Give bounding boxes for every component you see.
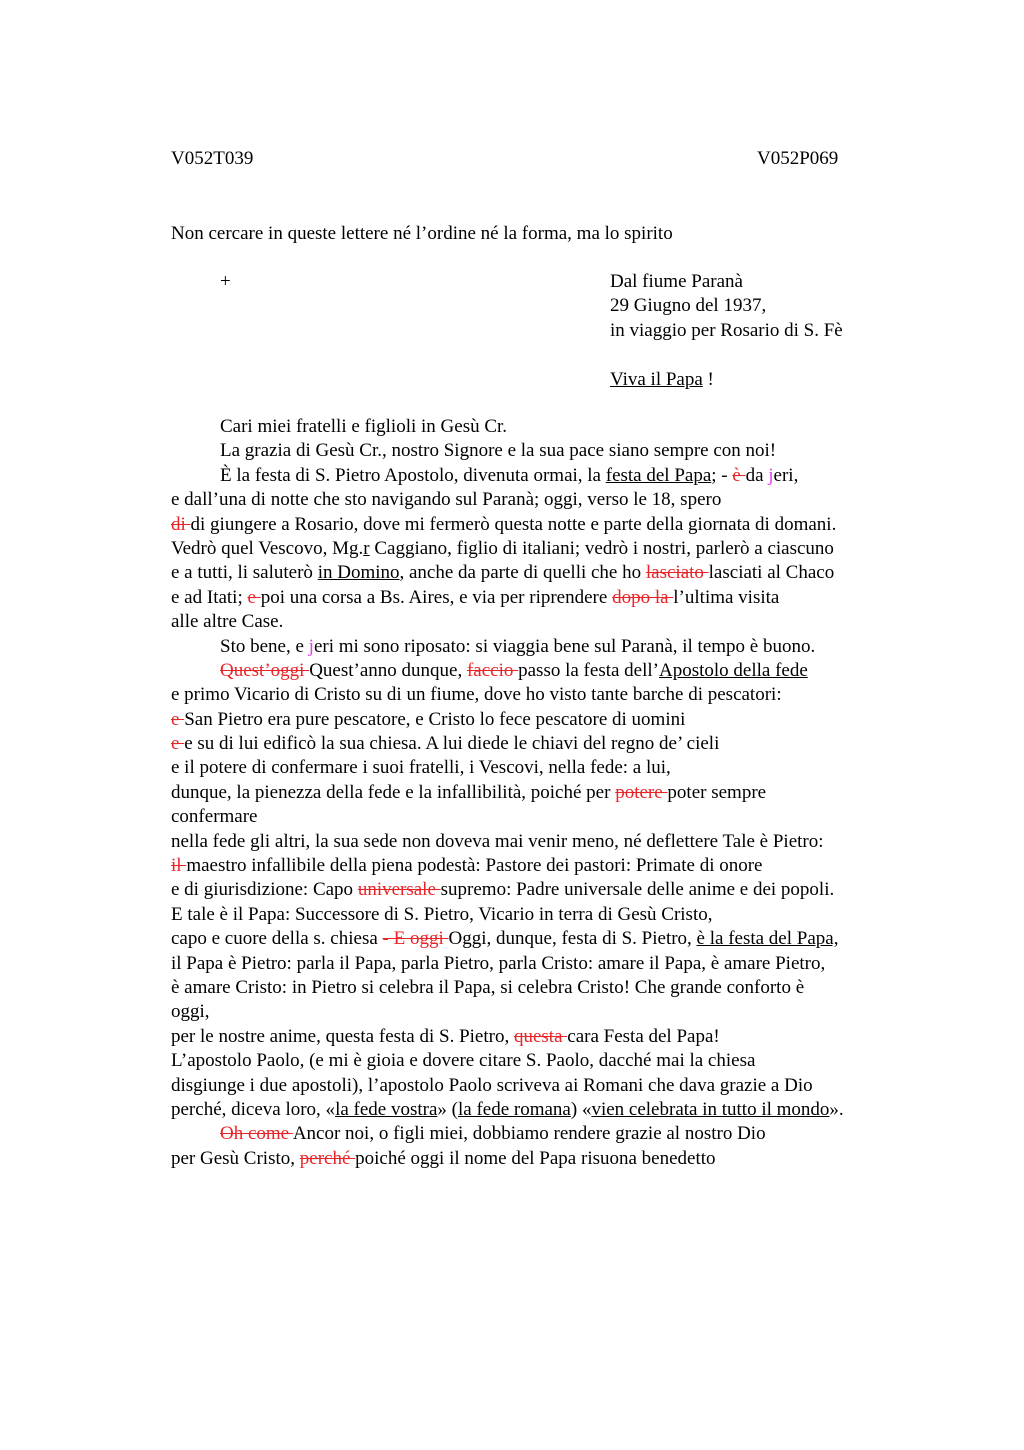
text-segment: supremo: Padre universale delle anime e dei popoli.	[440, 879, 835, 901]
text-line	[171, 781, 911, 805]
text-line	[171, 464, 911, 488]
deleted-text: e	[171, 733, 185, 755]
text-line	[171, 878, 911, 902]
deleted-text: questa	[513, 1025, 568, 1047]
date-line: 29 Giugno del 1937,	[610, 295, 767, 317]
text-line	[171, 439, 911, 463]
underlined-text: la fede romana	[457, 1098, 571, 1120]
text-segment: alle altre Case.	[171, 611, 284, 633]
deleted-text: Oh come	[220, 1123, 293, 1145]
text-segment: e ad Itati;	[171, 586, 248, 608]
deleted-text: - E oggi	[382, 928, 449, 950]
text-segment: È la festa di S. Pietro Apostolo, divenuta ormai, la	[220, 464, 606, 486]
text-segment: lasciati al Chaco	[708, 562, 835, 584]
text-line	[171, 659, 911, 683]
text-line	[171, 610, 911, 634]
text-segment: San Pietro era pure pescatore, e Cristo lo fece pescatore di uomini	[184, 708, 686, 730]
text-line	[171, 635, 911, 659]
text-line	[171, 708, 911, 732]
text-line	[171, 1049, 911, 1073]
text-line	[171, 561, 911, 585]
deleted-text: lasciato	[645, 562, 709, 584]
text-segment: disgiunge i due apostoli), l’apostolo Paolo scriveva ai Romani che dava grazie a Dio	[171, 1074, 813, 1096]
text-segment: è amare Cristo: in Pietro si celebra il Papa, si celebra Cristo! Che grande conforto è	[171, 976, 805, 998]
text-line	[171, 1025, 911, 1049]
text-line	[171, 1147, 911, 1171]
deleted-text: e	[171, 708, 185, 730]
salutation	[610, 368, 714, 392]
travel-line: in viaggio per Rosario di S. Fè	[610, 319, 843, 341]
text-segment: il Papa è Pietro: parla il Papa, parla Pietro, parla Cristo: amare il Papa, è amare Pietro,	[171, 952, 826, 974]
text-segment: oggi,	[171, 1001, 210, 1023]
text-line	[171, 805, 911, 829]
deleted-text: faccio	[466, 659, 519, 681]
text-line	[171, 513, 911, 537]
text-segment: e primo Vicario di Cristo su di un fiume, dove ho visto tante barche di pescatori:	[171, 684, 782, 706]
text-segment: cara Festa del Papa!	[567, 1025, 720, 1047]
text-segment: Oggi, dunque, festa di S. Pietro,	[448, 928, 697, 950]
deleted-text: e	[247, 586, 261, 608]
text-line	[171, 854, 911, 878]
text-segment: confermare	[171, 806, 258, 828]
text-segment: Cari miei fratelli e figlioli in Gesù Cr.	[220, 416, 508, 437]
text-line	[171, 683, 911, 707]
deleted-text: Quest’oggi	[220, 659, 310, 681]
text-segment: poi una corsa a Bs. Aires, e via per riprendere	[260, 586, 613, 608]
underlined-text: la fede vostra	[335, 1098, 438, 1120]
text-segment: La grazia di Gesù Cr., nostro Signore e la sua pace siano sempre con noi!	[220, 440, 777, 462]
text-segment: ».	[829, 1098, 844, 1120]
inserted-letter: j	[308, 635, 314, 657]
text-segment: L’apostolo Paolo, (e mi è gioia e dovere citare S. Paolo, dacché mai la chiesa	[171, 1050, 756, 1072]
underlined-text: vien celebrata in tutto il mondo	[591, 1098, 830, 1120]
underlined-text: Apostolo della fede	[659, 659, 808, 681]
deleted-text: è	[732, 464, 746, 486]
text-segment: poiché oggi il nome del Papa risuona benedetto	[355, 1147, 716, 1169]
text-segment: l’ultima visita	[673, 586, 780, 608]
text-line	[171, 1098, 911, 1122]
text-segment: nella fede gli altri, la sua sede non doveva mai venir meno, né deflettere Tale è Pietro:	[171, 830, 824, 852]
deleted-text: di	[171, 513, 191, 535]
text-line	[171, 903, 911, 927]
text-segment: eri mi sono riposato: si viaggia bene sul Paranà, il tempo è buono.	[313, 635, 816, 657]
place-date-block	[610, 270, 843, 343]
text-segment: e il potere di confermare i suoi fratelli, i Vescovi, nella fede: a lui,	[171, 757, 671, 779]
text-line	[171, 1122, 911, 1146]
deleted-text: dopo la	[612, 586, 674, 608]
text-segment: maestro infallibile della piena podestà: Pastore dei pastori: Primate di onore	[186, 855, 763, 877]
text-segment: per le nostre anime, questa festa di S. Pietro,	[171, 1025, 514, 1047]
text-segment: perché, diceva loro, «	[171, 1098, 336, 1120]
salutation-underlined: Viva il Papa	[610, 369, 703, 390]
underlined-text: r	[363, 537, 370, 559]
text-segment: Sto bene, e	[220, 635, 309, 657]
text-segment: passo la festa dell’	[518, 659, 659, 681]
text-segment: , anche da parte di quelli che ho	[399, 562, 646, 584]
underlined-text: è la festa del Papa,	[696, 928, 839, 950]
text-line	[171, 976, 911, 1000]
deleted-text: potere	[615, 781, 668, 803]
text-segment: Quest’anno dunque,	[309, 659, 467, 681]
inserted-letter: j	[768, 464, 774, 486]
place-line: Dal fiume Paranà	[610, 271, 743, 292]
letter-body	[171, 415, 911, 1171]
epigraph: Non cercare in queste lettere né l’ordine né la forma, ma lo spirito	[171, 223, 673, 244]
text-segment: da	[745, 464, 769, 486]
text-segment: » (	[437, 1098, 458, 1120]
underlined-text: in Domino	[317, 562, 400, 584]
text-segment: Caggiano, figlio di italiani; vedrò i nostri, parlerò a ciascuno	[369, 537, 834, 559]
deleted-text: il	[171, 855, 187, 877]
text-line	[171, 537, 911, 561]
text-line	[171, 927, 911, 951]
text-segment: eri,	[773, 464, 799, 486]
text-line	[171, 1000, 911, 1024]
text-line	[171, 415, 911, 439]
text-segment: di giungere a Rosario, dove mi fermerò questa notte e parte della giornata di domani.	[190, 513, 837, 535]
text-segment: e a tutti, li saluterò	[171, 562, 318, 584]
text-line	[171, 756, 911, 780]
text-segment: E tale è il Papa: Successore di S. Pietro, Vicario in terra di Gesù Cristo,	[171, 903, 713, 925]
text-segment: e di giurisdizione: Capo	[171, 879, 358, 901]
text-line	[171, 488, 911, 512]
text-line	[171, 1074, 911, 1098]
underlined-text: festa del Papa	[605, 464, 712, 486]
text-segment: dunque, la pienezza della fede e la infallibilità, poiché per	[171, 781, 616, 803]
deleted-text: perché	[299, 1147, 356, 1169]
text-segment: per Gesù Cristo,	[171, 1147, 300, 1169]
text-segment: Ancor noi, o figli miei, dobbiamo rendere grazie al nostro Dio	[292, 1123, 766, 1145]
text-line	[171, 830, 911, 854]
cross-symbol: +	[220, 271, 231, 292]
text-line	[171, 732, 911, 756]
text-segment: poter sempre	[667, 781, 767, 803]
salutation-rest: !	[702, 369, 714, 390]
document-code-right: V052P069	[757, 148, 839, 169]
text-segment: ; -	[711, 464, 733, 486]
text-line	[171, 586, 911, 610]
text-line	[171, 952, 911, 976]
text-segment: e dall’una di notte che sto navigando sul Paranà; oggi, verso le 18, spero	[171, 489, 722, 511]
deleted-text: universale	[357, 879, 441, 901]
text-segment: capo e cuore della s. chiesa	[171, 928, 383, 950]
text-segment: ) «	[570, 1098, 592, 1120]
text-segment: Vedrò quel Vescovo, Mg.	[171, 537, 364, 559]
text-segment: e su di lui edificò la sua chiesa. A lui diede le chiavi del regno de’ cieli	[184, 733, 720, 755]
document-code-left: V052T039	[171, 148, 254, 169]
